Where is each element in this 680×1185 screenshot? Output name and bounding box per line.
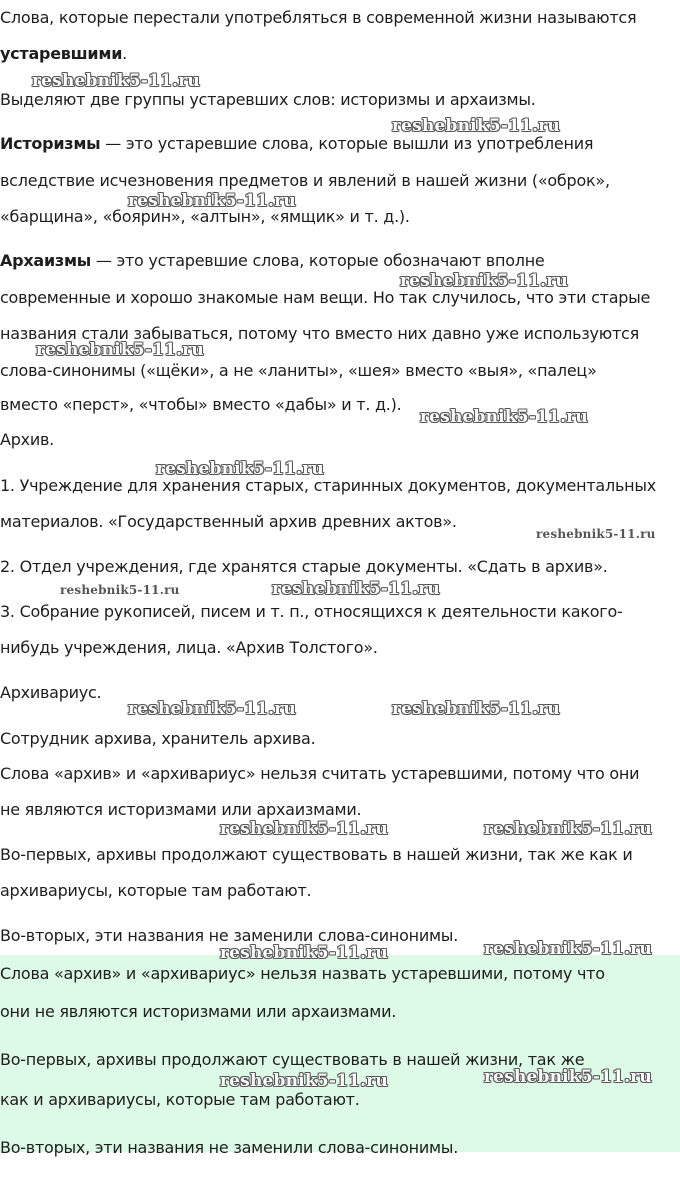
watermark: reshebnik5-11.ru xyxy=(36,340,204,360)
watermark: reshebnik5-11.ru xyxy=(536,527,656,541)
text-line: Архив. xyxy=(0,430,54,449)
watermark: reshebnik5-11.ru xyxy=(60,583,180,597)
watermark: reshebnik5-11.ru xyxy=(128,699,296,719)
text-line: устаревшими. xyxy=(0,44,127,63)
text-line: как и архивариусы, которые там работают. xyxy=(0,1090,360,1109)
watermark: reshebnik5-11.ru xyxy=(220,819,388,839)
text-line: 3. Собрание рукописей, писем и т. п., относящихся к деятельности какого- xyxy=(0,602,623,621)
watermark: reshebnik5-11.ru xyxy=(392,116,560,136)
watermark: reshebnik5-11.ru xyxy=(220,1071,388,1091)
text-line: не являются историзмами или архаизмами. xyxy=(0,800,362,819)
watermark: reshebnik5-11.ru xyxy=(128,191,296,211)
watermark: reshebnik5-11.ru xyxy=(392,699,560,719)
watermark: reshebnik5-11.ru xyxy=(32,71,200,91)
text-line: 1. Учреждение для хранения старых, старинных документов, документальных xyxy=(0,476,656,495)
text-line: современные и хорошо знакомые нам вещи. Но так случилось, что эти старые xyxy=(0,288,651,307)
text-line: слова-синонимы («щёки», а не «ланиты», «шея» вместо «выя», «палец» xyxy=(0,361,597,380)
text-line: «барщина», «боярин», «алтын», «ямщик» и т. д.). xyxy=(0,207,410,226)
text-line: Архаизмы — это устаревшие слова, которые обозначают вполне xyxy=(0,251,545,270)
text-line: нибудь учреждения, лица. «Архив Толстого». xyxy=(0,638,378,657)
text-line: 2. Отдел учреждения, где хранятся старые документы. «Сдать в архив». xyxy=(0,557,608,576)
watermark: reshebnik5-11.ru xyxy=(484,819,652,839)
text-line: Во-вторых, эти названия не заменили слова-синонимы. xyxy=(0,926,459,945)
text-line: Во-вторых, эти названия не заменили слова-синонимы. xyxy=(0,1138,459,1157)
text-line: Слова «архив» и «архивариус» нельзя назвать устаревшими, потому что xyxy=(0,964,605,983)
text-line: вместо «перст», «чтобы» вместо «дабы» и т. д.). xyxy=(0,395,402,414)
text-line: Во-первых, архивы продолжают существовать в нашей жизни, так же xyxy=(0,1050,585,1069)
text-line: они не являются историзмами или архаизмами. xyxy=(0,1002,397,1021)
text-line: Сотрудник архива, хранитель архива. xyxy=(0,729,316,748)
watermark: reshebnik5-11.ru xyxy=(156,459,324,479)
text-line: Историзмы — это устаревшие слова, которые вышли из употребления xyxy=(0,134,594,153)
text-line: Архивариус. xyxy=(0,683,102,702)
watermark: reshebnik5-11.ru xyxy=(420,407,588,427)
text-line: архивариусы, которые там работают. xyxy=(0,881,312,900)
watermark: reshebnik5-11.ru xyxy=(484,939,652,959)
watermark: reshebnik5-11.ru xyxy=(220,943,388,963)
text-line: материалов. «Государственный архив древних актов». xyxy=(0,512,457,531)
text-line: вследствие исчезновения предметов и явлений в нашей жизни («оброк», xyxy=(0,171,610,190)
text-line: Слова «архив» и «архивариус» нельзя считать устаревшими, потому что они xyxy=(0,764,640,783)
text-line: Слова, которые перестали употребляться в современной жизни называются xyxy=(0,8,637,27)
text-line: Выделяют две группы устаревших слов: историзмы и архаизмы. xyxy=(0,90,536,109)
text-line: названия стали забываться, потому что вместо них давно уже используются xyxy=(0,324,639,343)
watermark: reshebnik5-11.ru xyxy=(484,1067,652,1087)
text-line: Во-первых, архивы продолжают существовать в нашей жизни, так же как и xyxy=(0,845,633,864)
watermark: reshebnik5-11.ru xyxy=(272,579,440,599)
watermark: reshebnik5-11.ru xyxy=(400,271,568,291)
